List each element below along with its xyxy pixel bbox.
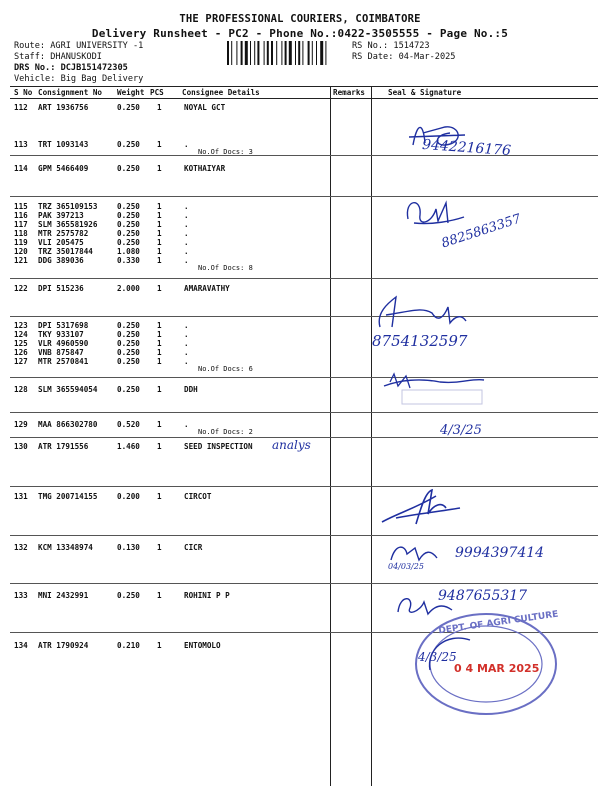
barcode-bar bbox=[276, 41, 277, 65]
row-consignment: TRT 1093143 bbox=[38, 140, 89, 149]
barcode-bar bbox=[245, 41, 248, 65]
row-weight: 0.250 bbox=[117, 238, 140, 247]
barcode-bar bbox=[254, 41, 255, 65]
row-pcs: 1 bbox=[157, 543, 162, 552]
row-sno: 120 bbox=[14, 247, 28, 256]
row-sno: 124 bbox=[14, 330, 28, 339]
row-consignee: . bbox=[184, 220, 189, 229]
row-consignee: . bbox=[184, 202, 189, 211]
barcode-bar bbox=[271, 41, 273, 65]
row-pcs: 1 bbox=[157, 420, 162, 429]
row-consignment: SLM 365581926 bbox=[38, 220, 98, 229]
rs-date: RS Date: 04-Mar-2025 bbox=[352, 52, 456, 62]
barcode-bar bbox=[227, 41, 229, 65]
row-weight: 0.250 bbox=[117, 229, 140, 238]
barcode-bar bbox=[257, 41, 259, 65]
row-consignment: MAA 866302780 bbox=[38, 420, 98, 429]
row-docs-count: No.Of Docs: 8 bbox=[198, 264, 253, 272]
row-sno: 115 bbox=[14, 202, 28, 211]
company-title: THE PROFESSIONAL COURIERS, COIMBATORE bbox=[179, 13, 421, 25]
row-consignment: ATR 1790924 bbox=[38, 641, 89, 650]
row-pcs: 1 bbox=[157, 321, 162, 330]
row-sno: 130 bbox=[14, 442, 28, 451]
row-consignee: CIRCOT bbox=[184, 492, 212, 501]
row-weight: 0.250 bbox=[117, 220, 140, 229]
row-consignee: . bbox=[184, 211, 189, 220]
row-consignment: KCM 13348974 bbox=[38, 543, 93, 552]
row-weight: 0.250 bbox=[117, 211, 140, 220]
row-sno: 128 bbox=[14, 385, 28, 394]
row-sno: 116 bbox=[14, 211, 28, 220]
row-weight: 0.250 bbox=[117, 103, 140, 112]
row-pcs: 1 bbox=[157, 202, 162, 211]
row-consignment: DPI 5317698 bbox=[38, 321, 89, 330]
handwritten-phone-133: 9487655317 bbox=[438, 588, 528, 604]
row-weight: 0.250 bbox=[117, 591, 140, 600]
row-divider bbox=[10, 316, 598, 317]
row-consignee: . bbox=[184, 420, 189, 429]
barcode-bar bbox=[231, 41, 232, 65]
barcode-bar bbox=[295, 41, 296, 65]
row-weight: 0.250 bbox=[117, 140, 140, 149]
row-consignee: AMARAVATHY bbox=[184, 284, 230, 293]
row-divider bbox=[10, 196, 598, 197]
row-consignment: TKY 933107 bbox=[38, 330, 84, 339]
row-docs-count: No.Of Docs: 3 bbox=[198, 148, 253, 156]
row-weight: 1.080 bbox=[117, 247, 140, 256]
row-consignee: . bbox=[184, 321, 189, 330]
signature-131 bbox=[376, 484, 466, 529]
barcode-bar bbox=[298, 41, 300, 65]
handwritten-date-132: 04/03/25 bbox=[388, 562, 424, 571]
rs-number: RS No.: 1514723 bbox=[352, 41, 430, 51]
handwritten-date-134: 4/3/25 bbox=[418, 650, 457, 664]
row-sno: 118 bbox=[14, 229, 28, 238]
row-divider bbox=[10, 486, 598, 487]
row-consignee: CICR bbox=[184, 543, 203, 552]
row-consignment: VNB 875847 bbox=[38, 348, 84, 357]
row-pcs: 1 bbox=[157, 284, 162, 293]
row-pcs: 1 bbox=[157, 140, 162, 149]
barcode-bar bbox=[236, 41, 237, 65]
row-sno: 112 bbox=[14, 103, 28, 112]
row-sno: 114 bbox=[14, 164, 28, 173]
handwritten-phone-132: 9994397414 bbox=[455, 545, 545, 561]
row-docs-count: No.Of Docs: 6 bbox=[198, 365, 253, 373]
barcode-bar bbox=[320, 41, 323, 65]
seal-col-rule bbox=[371, 86, 372, 786]
row-consignment: MTR 2570841 bbox=[38, 357, 89, 366]
row-divider bbox=[10, 278, 598, 279]
row-consignment: SLM 365594054 bbox=[38, 385, 98, 394]
row-sno: 125 bbox=[14, 339, 28, 348]
row-weight: 0.250 bbox=[117, 321, 140, 330]
barcode-bar bbox=[325, 41, 326, 65]
row-pcs: 1 bbox=[157, 591, 162, 600]
stamp-text: DEPT. OF AGRI CULTURE bbox=[437, 609, 560, 637]
row-sno: 119 bbox=[14, 238, 28, 247]
row-weight: 1.460 bbox=[117, 442, 140, 451]
barcode-bar bbox=[312, 41, 313, 65]
row-weight: 0.250 bbox=[117, 348, 140, 357]
col-consignee: Consignee Details bbox=[182, 88, 260, 97]
remarks-col-rule bbox=[330, 86, 331, 786]
row-pcs: 1 bbox=[157, 211, 162, 220]
row-weight: 0.130 bbox=[117, 543, 140, 552]
row-consignee: DDH bbox=[184, 385, 198, 394]
row-consignment: GPM 5466409 bbox=[38, 164, 89, 173]
row-divider bbox=[10, 535, 598, 536]
handwritten-phone-113: 9442216176 bbox=[421, 136, 512, 160]
barcode-bar bbox=[267, 41, 269, 65]
barcode-bar bbox=[264, 41, 265, 65]
col-consignment: Consignment No bbox=[38, 88, 103, 97]
row-divider bbox=[10, 583, 598, 584]
handwritten-phone-121: 8825863357 bbox=[439, 211, 524, 252]
department-stamp bbox=[412, 610, 560, 718]
col-pcs: PCS bbox=[150, 88, 164, 97]
row-pcs: 1 bbox=[157, 330, 162, 339]
row-pcs: 1 bbox=[157, 492, 162, 501]
row-pcs: 1 bbox=[157, 348, 162, 357]
route-label: Route: AGRI UNIVERSITY -1 bbox=[14, 41, 144, 51]
row-consignment: TRZ 365109153 bbox=[38, 202, 98, 211]
row-consignee: ENTOMOLO bbox=[184, 641, 221, 650]
row-sno: 121 bbox=[14, 256, 28, 265]
row-weight: 0.200 bbox=[117, 492, 140, 501]
row-weight: 0.250 bbox=[117, 339, 140, 348]
row-weight: 0.250 bbox=[117, 164, 140, 173]
row-consignee: KOTHAIYAR bbox=[184, 164, 226, 173]
row-pcs: 1 bbox=[157, 164, 162, 173]
row-consignee: . bbox=[184, 256, 189, 265]
signature-127 bbox=[372, 293, 472, 333]
row-consignee: ROHINI P P bbox=[184, 591, 230, 600]
row-consignee: NOYAL GCT bbox=[184, 103, 226, 112]
row-sno: 123 bbox=[14, 321, 28, 330]
row-docs-count: No.Of Docs: 2 bbox=[198, 428, 253, 436]
row-weight: 0.210 bbox=[117, 641, 140, 650]
row-sno: 117 bbox=[14, 220, 28, 229]
row-consignee: . bbox=[184, 339, 189, 348]
barcode-bar bbox=[308, 41, 310, 65]
row-sno: 134 bbox=[14, 641, 28, 650]
row-consignment: DPI 515236 bbox=[38, 284, 84, 293]
barcode-bar bbox=[302, 41, 303, 65]
header-bottom-rule bbox=[10, 98, 598, 99]
row-pcs: 1 bbox=[157, 339, 162, 348]
row-pcs: 1 bbox=[157, 357, 162, 366]
row-sno: 113 bbox=[14, 140, 28, 149]
col-remarks: Remarks bbox=[333, 88, 366, 97]
row-divider bbox=[10, 412, 598, 413]
row-consignee: . bbox=[184, 247, 189, 256]
row-consignee: . bbox=[184, 140, 189, 149]
col-weight: Weight bbox=[117, 88, 145, 97]
header-top-rule bbox=[10, 86, 598, 87]
handwritten-note-130: analys bbox=[272, 438, 311, 452]
row-pcs: 1 bbox=[157, 385, 162, 394]
row-consignee: . bbox=[184, 357, 189, 366]
row-consignment: MNI 2432991 bbox=[38, 591, 89, 600]
row-pcs: 1 bbox=[157, 220, 162, 229]
barcode-image bbox=[227, 41, 345, 65]
row-weight: 0.520 bbox=[117, 420, 140, 429]
handwritten-date-129: 4/3/25 bbox=[440, 423, 482, 438]
row-weight: 0.250 bbox=[117, 330, 140, 339]
row-weight: 0.250 bbox=[117, 202, 140, 211]
stamp-128 bbox=[380, 370, 495, 410]
staff-label: Staff: DHANUSKODI bbox=[14, 52, 102, 62]
handwritten-phone-127: 8754132597 bbox=[372, 332, 468, 350]
stamp-date: 0 4 MAR 2025 bbox=[454, 662, 540, 675]
row-sno: 133 bbox=[14, 591, 28, 600]
barcode-bar bbox=[316, 41, 317, 65]
row-consignment: ATR 1791556 bbox=[38, 442, 89, 451]
barcode-bar bbox=[241, 41, 243, 65]
row-consignment: ART 1936756 bbox=[38, 103, 89, 112]
row-consignment: VLR 4960590 bbox=[38, 339, 89, 348]
signature-121 bbox=[402, 193, 472, 233]
barcode-bar bbox=[250, 41, 251, 65]
row-consignee: . bbox=[184, 229, 189, 238]
row-pcs: 1 bbox=[157, 229, 162, 238]
runsheet-subtitle: Delivery Runsheet - PC2 - Phone No.:0422-3505555 - Page No.:5 bbox=[91, 27, 509, 40]
row-sno: 122 bbox=[14, 284, 28, 293]
row-consignee: . bbox=[184, 238, 189, 247]
row-consignment: PAK 397213 bbox=[38, 211, 84, 220]
row-sno: 126 bbox=[14, 348, 28, 357]
row-weight: 0.250 bbox=[117, 357, 140, 366]
col-seal: Seal & Signature bbox=[388, 88, 462, 97]
row-consignee: SEED INSPECTION bbox=[184, 442, 253, 451]
row-consignment: MTR 2575782 bbox=[38, 229, 89, 238]
row-consignment: TRZ 35017844 bbox=[38, 247, 93, 256]
row-consignment: TMG 200714155 bbox=[38, 492, 98, 501]
row-sno: 129 bbox=[14, 420, 28, 429]
row-weight: 2.000 bbox=[117, 284, 140, 293]
row-sno: 132 bbox=[14, 543, 28, 552]
row-consignment: VLI 205475 bbox=[38, 238, 84, 247]
row-consignee: . bbox=[184, 330, 189, 339]
barcode-bar bbox=[285, 41, 287, 65]
row-divider bbox=[10, 377, 598, 378]
row-sno: 131 bbox=[14, 492, 28, 501]
row-weight: 0.250 bbox=[117, 385, 140, 394]
row-pcs: 1 bbox=[157, 103, 162, 112]
row-pcs: 1 bbox=[157, 641, 162, 650]
row-sno: 127 bbox=[14, 357, 28, 366]
row-consignee: . bbox=[184, 348, 189, 357]
barcode-bar bbox=[281, 41, 282, 65]
vehicle-label: Vehicle: Big Bag Delivery bbox=[14, 74, 144, 84]
row-pcs: 1 bbox=[157, 247, 162, 256]
barcode-bar bbox=[289, 41, 292, 65]
row-pcs: 1 bbox=[157, 238, 162, 247]
row-weight: 0.330 bbox=[117, 256, 140, 265]
drs-number: DRS No.: DCJB151472305 bbox=[14, 63, 128, 73]
row-consignment: DDG 389036 bbox=[38, 256, 84, 265]
col-sno: S No bbox=[14, 88, 33, 97]
row-pcs: 1 bbox=[157, 256, 162, 265]
row-pcs: 1 bbox=[157, 442, 162, 451]
